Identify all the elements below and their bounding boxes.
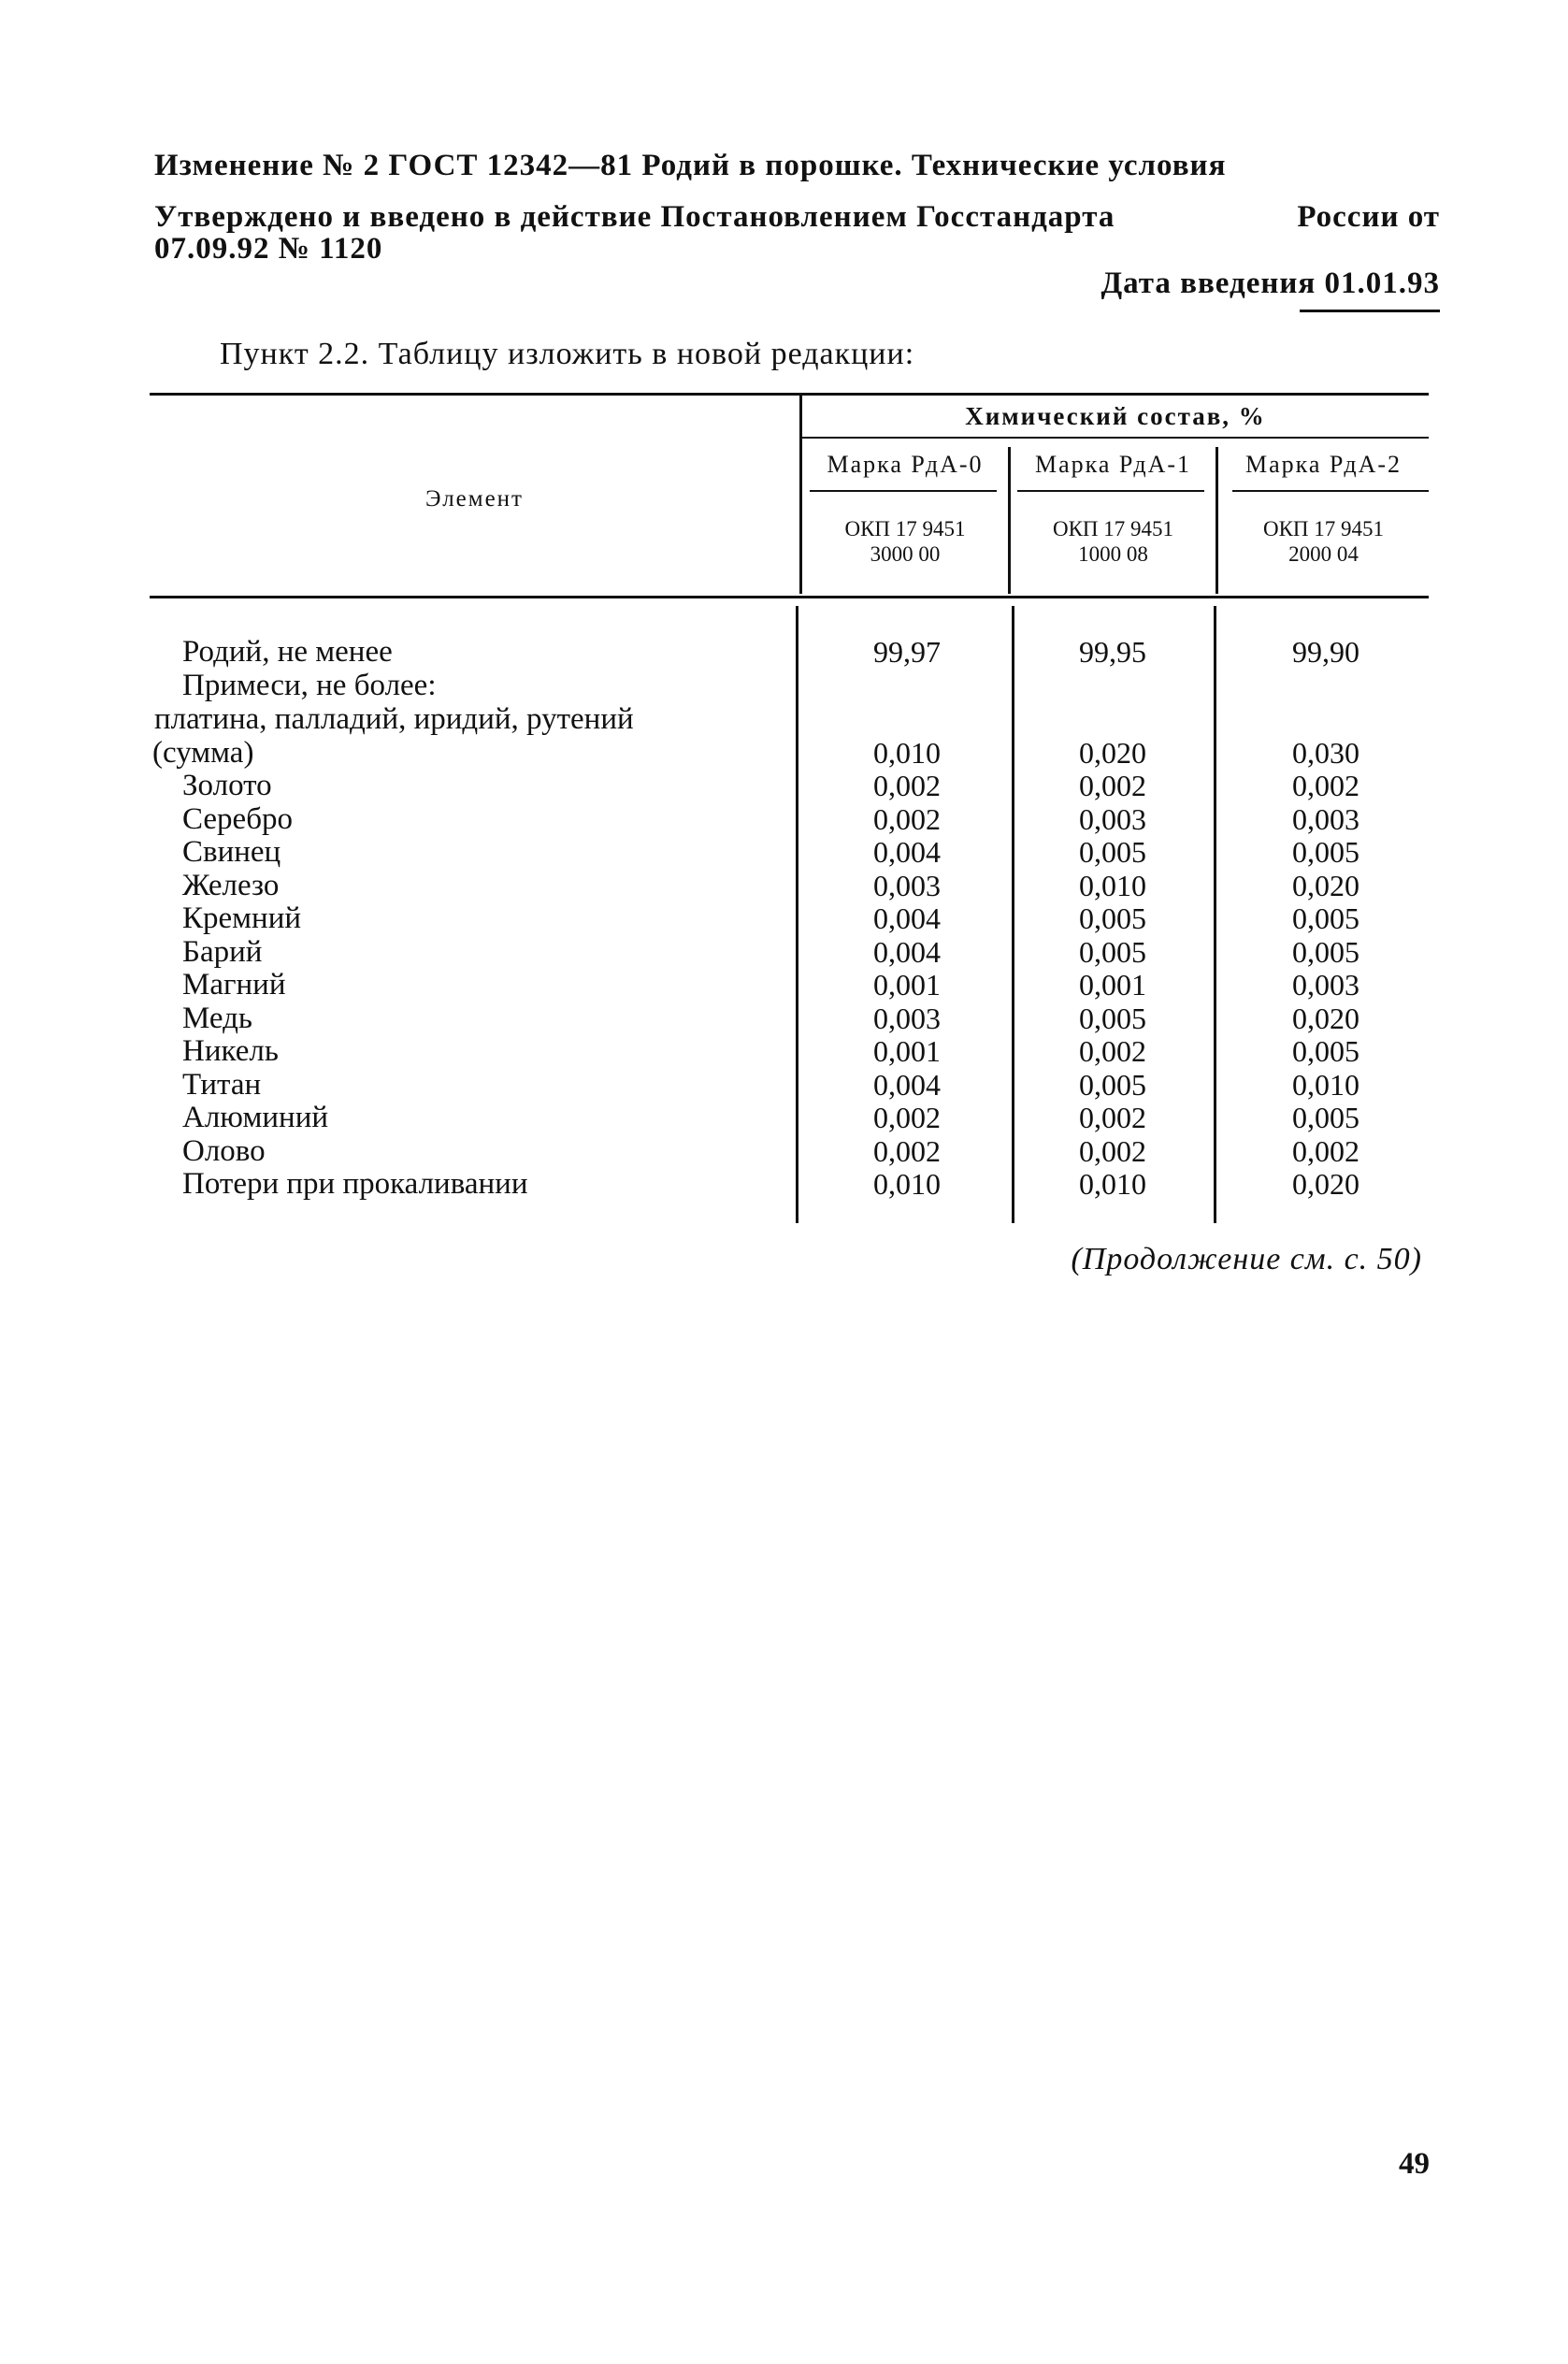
table-cell: 0,003 bbox=[1292, 968, 1359, 1002]
amendment-title: Изменение № 2 ГОСТ 12342—81 Родий в порошке. Технические условия bbox=[154, 149, 1227, 182]
mark-rda-2: Марка РдА-2 bbox=[1244, 451, 1403, 478]
table-cell: 0,020 bbox=[1292, 1002, 1359, 1035]
table-cell: 99,90 bbox=[1292, 635, 1359, 669]
table-cell: 0,010 bbox=[1079, 869, 1146, 902]
table-cell: 0,010 bbox=[1292, 1068, 1359, 1102]
table-cell: 0,005 bbox=[1079, 1002, 1146, 1035]
table-cell: 0,001 bbox=[1079, 968, 1146, 1002]
table-cell: 0,020 bbox=[1292, 1167, 1359, 1201]
table-row-label: Потери при прокаливании bbox=[182, 1167, 528, 1201]
table-cell: 0,010 bbox=[1079, 1167, 1146, 1201]
table-cell: 0,005 bbox=[1292, 1034, 1359, 1068]
table-cell: 0,003 bbox=[1079, 802, 1146, 836]
chemical-composition-header: Химический состав, % bbox=[965, 402, 1266, 430]
table-cell: 99,97 bbox=[873, 635, 941, 669]
okp-rda-1: ОКП 17 9451 1000 08 bbox=[1052, 517, 1174, 566]
mark-rda-1: Марка РдА-1 bbox=[1034, 451, 1192, 478]
table-row-label: Медь bbox=[182, 1002, 252, 1035]
table-cell: 0,001 bbox=[873, 1034, 941, 1068]
continuation-note: (Продолжение см. с. 50) bbox=[1071, 1242, 1422, 1276]
table-cell: 0,002 bbox=[1079, 1101, 1146, 1134]
table-row-label: Олово bbox=[182, 1134, 266, 1168]
table-header-bottom-rule bbox=[150, 596, 1429, 598]
document-header bbox=[154, 145, 1440, 300]
table-row-label: Никель bbox=[182, 1034, 279, 1068]
approval-line bbox=[154, 197, 1440, 237]
table-cell: 0,005 bbox=[1079, 1068, 1146, 1102]
table-row-label: Алюминий bbox=[182, 1101, 329, 1134]
okp-rda-2: ОКП 17 9451 2000 04 bbox=[1262, 517, 1385, 566]
approval-text-end: России от bbox=[1297, 200, 1440, 234]
mark-underline-3 bbox=[1232, 490, 1429, 492]
page-number: 49 bbox=[1399, 2147, 1430, 2181]
table-top-rule bbox=[150, 393, 1429, 396]
table-cell: 0,004 bbox=[873, 935, 941, 969]
table-cell: 0,005 bbox=[1292, 901, 1359, 935]
table-cell: 99,95 bbox=[1079, 635, 1146, 669]
column-rule-2-body bbox=[1012, 606, 1014, 1223]
table-cell: 0,003 bbox=[873, 1002, 941, 1035]
table-cell: 0,005 bbox=[1079, 901, 1146, 935]
table-cell: 0,002 bbox=[873, 1101, 941, 1134]
table-cell: 0,002 bbox=[1079, 1034, 1146, 1068]
column-rule-3-body bbox=[1214, 606, 1216, 1223]
table-row-label: Титан bbox=[182, 1068, 262, 1102]
table-cell: 0,020 bbox=[1079, 736, 1146, 770]
table-cell: 0,002 bbox=[1292, 769, 1359, 802]
table-cell: 0,002 bbox=[873, 769, 941, 802]
table-cell: 0,003 bbox=[873, 869, 941, 902]
effective-date: Дата введения 01.01.93 bbox=[1100, 267, 1440, 300]
mark-underline-1 bbox=[810, 490, 997, 492]
table-cell: 0,010 bbox=[873, 1167, 941, 1201]
table-cell: 0,003 bbox=[1292, 802, 1359, 836]
date-underline bbox=[1300, 310, 1440, 312]
mark-underline-2 bbox=[1017, 490, 1204, 492]
table-cell: 0,002 bbox=[873, 1134, 941, 1168]
table-row-label: Железо bbox=[182, 869, 280, 902]
table-row-label: Магний bbox=[182, 968, 286, 1002]
table-cell: 0,002 bbox=[1079, 769, 1146, 802]
table-row-label: Родий, не менее bbox=[182, 635, 393, 669]
table-cell: 0,004 bbox=[873, 901, 941, 935]
table-cell: 0,005 bbox=[1292, 935, 1359, 969]
column-rule-1-body bbox=[796, 606, 798, 1223]
okp-rda-0: ОКП 17 9451 3000 00 bbox=[844, 517, 966, 566]
table-cell: 0,004 bbox=[873, 1068, 941, 1102]
table-cell: 0,010 bbox=[873, 736, 941, 770]
table-cell: 0,002 bbox=[873, 802, 941, 836]
table-cell: 0,030 bbox=[1292, 736, 1359, 770]
mark-rda-0: Марка РдА-0 bbox=[827, 451, 984, 478]
table-row-label: Кремний bbox=[182, 901, 302, 935]
table-row-label: Свинец bbox=[182, 835, 281, 869]
table-cell: 0,005 bbox=[1079, 835, 1146, 869]
table-row-label: Золото bbox=[182, 769, 272, 802]
table-cell: 0,020 bbox=[1292, 869, 1359, 902]
table-row-label: (сумма) bbox=[152, 736, 254, 770]
table-row-label: Примеси, не более: bbox=[182, 669, 437, 702]
table-cell: 0,005 bbox=[1292, 1101, 1359, 1134]
approval-decree: 07.09.92 № 1120 bbox=[154, 232, 383, 266]
table-cell: 0,002 bbox=[1079, 1134, 1146, 1168]
table-cell: 0,001 bbox=[873, 968, 941, 1002]
table-cell: 0,002 bbox=[1292, 1134, 1359, 1168]
intro-paragraph: Пункт 2.2. Таблицу изложить в новой редакции: bbox=[220, 337, 915, 371]
table-row-label: Серебро bbox=[182, 802, 293, 836]
approval-text: Утверждено и введено в действие Постановлением Госстандарта bbox=[154, 200, 1115, 234]
table-cell: 0,005 bbox=[1292, 835, 1359, 869]
group-header-rule bbox=[802, 437, 1429, 439]
table-row-label: платина, палладий, иридий, рутений bbox=[154, 702, 634, 736]
table-cell: 0,004 bbox=[873, 835, 941, 869]
table-cell: 0,005 bbox=[1079, 935, 1146, 969]
element-column-header: Элемент bbox=[425, 486, 524, 512]
table-row-label: Барий bbox=[182, 935, 263, 969]
